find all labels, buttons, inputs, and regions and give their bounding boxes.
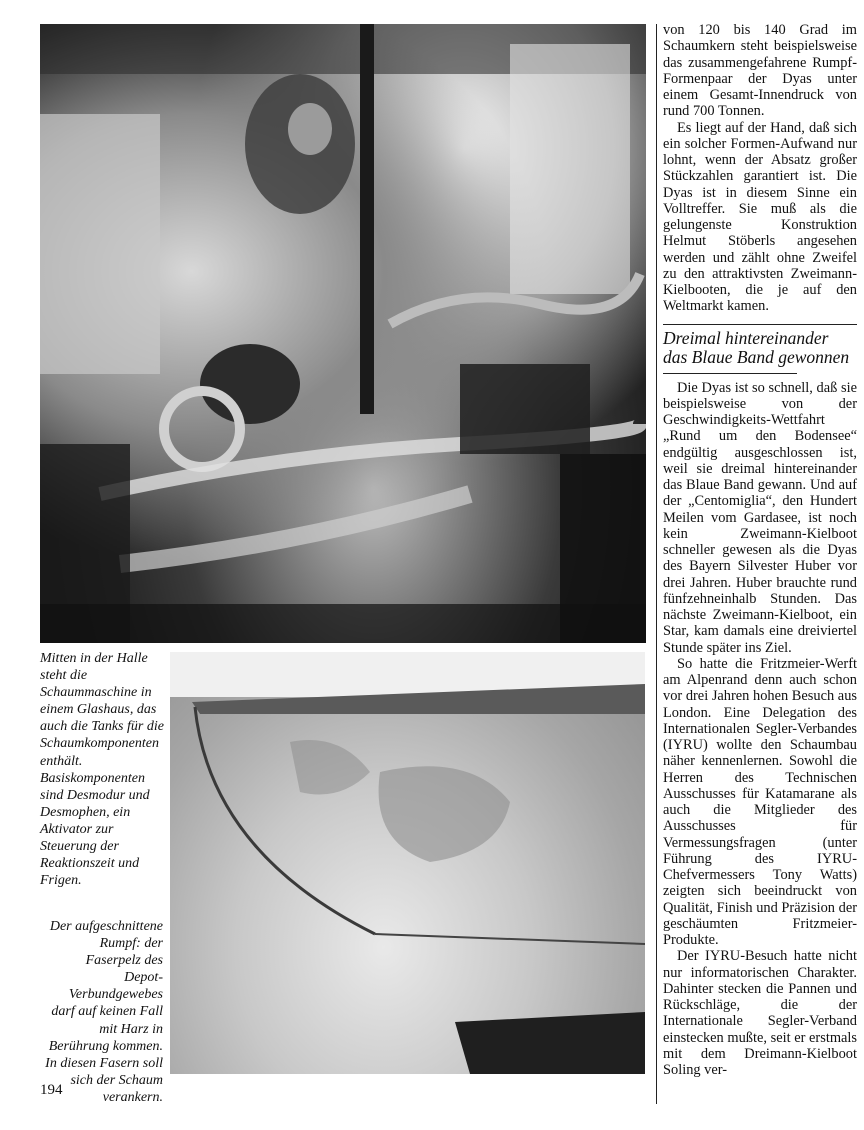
heading-underline <box>663 373 797 374</box>
article-paragraph: So hatte die Fritzmeier-Werft am Alpenrand denn auch schon vor drei Jahren hohen Besuch aus London. Eine Delegation des Internationalen Segler-Verbandes (IYRU) wollte den Schaumbau näher kennenlernen. Sowohl die Herren des Technischen Ausschusses für Katamarane als auch die Mitglieder des Ausschusses für Vermessungsfragen (unter Führung des IYRU-Chefvermessers Tony Watts) zeigten sich beeindruckt von Qualität, Finish und Präzision der geschäumten Fritzmeier-Produkte. <box>663 655 857 948</box>
foam-machine-photo <box>40 24 646 643</box>
article-paragraph: Der IYRU-Besuch hatte nicht nur informatorischen Charakter. Dahinter stecken die Pannen und Rückschläge, die der Internationale Segler-Verband einstecken mußte, seit er erstmals mit dem Dreimann-Kielboot Soling ver- <box>663 948 857 1078</box>
article-paragraph: Die Dyas ist so schnell, daß sie beispielsweise von der Geschwindigkeits-Wettfahrt „Rund um den Bodensee“ endgültig ausgeschlossen ist, weil sie dreimal hintereinander das Blaue Band gewann. Und auf der „Centomiglia“, den Hundert Meilen vom Gardasee, ist noch kein Zweimann-Kielboot schneller gewesen als die Dyas des Bayern Silvester Huber vor drei Jahren. Huber brauchte rund fünfzehneinhalb Stunden. Das nächste Zweimann-Kielboot, ein Star, kam damals eine dreiviertel Stunde später ins Ziel. <box>663 379 857 656</box>
machine-photo-shapes <box>40 24 646 643</box>
page-number: 194 <box>40 1082 63 1098</box>
column-divider <box>656 24 657 1104</box>
hull-photo-caption: Der aufgeschnittene Rumpf: der Faserpelz des Depot-Verbundgewebes darf auf keinen Fall mit Harz in Berührung kommen. In diesen Fasern soll sich der Schaum verankern. <box>45 919 163 1105</box>
article-paragraph: von 120 bis 140 Grad im Schaumkern steht beispielsweise das zusammengefahrene Rumpf-Formenpaar der Dyas unter einem Gesamt-Innendruck von rund 700 Tonnen. <box>663 22 857 120</box>
section-heading: Dreimal hintereinander das Blaue Band gewonnen <box>663 327 850 367</box>
hull-photo-shapes <box>170 652 645 1074</box>
cut-hull-photo <box>170 652 645 1074</box>
article-paragraph: Es liegt auf der Hand, daß sich ein solcher Formen-Aufwand nur lohnt, wenn der Absatz großer Stückzahlen garantiert ist. Die Dyas ist in diesem Sinne ein Volltreffer. Sie muß als die gelungenste Konstruktion Helmut Stöberls angesehen werden und zählt ohne Zweifel zu den attraktivsten Zweimann-Kielbooten, die je auf den Weltmarkt kamen. <box>663 119 857 315</box>
machine-photo-caption: Mitten in der Halle steht die Schaummaschine in einem Glashaus, das auch die Tanks für die Schaumkomponenten enthält. Basiskomponenten sind Desmodur und Desmophen, ein Aktivator zur Steuerung der Reaktionszeit und Frigen. <box>40 651 164 889</box>
section-divider <box>663 324 857 325</box>
article-text-column <box>663 22 857 1078</box>
